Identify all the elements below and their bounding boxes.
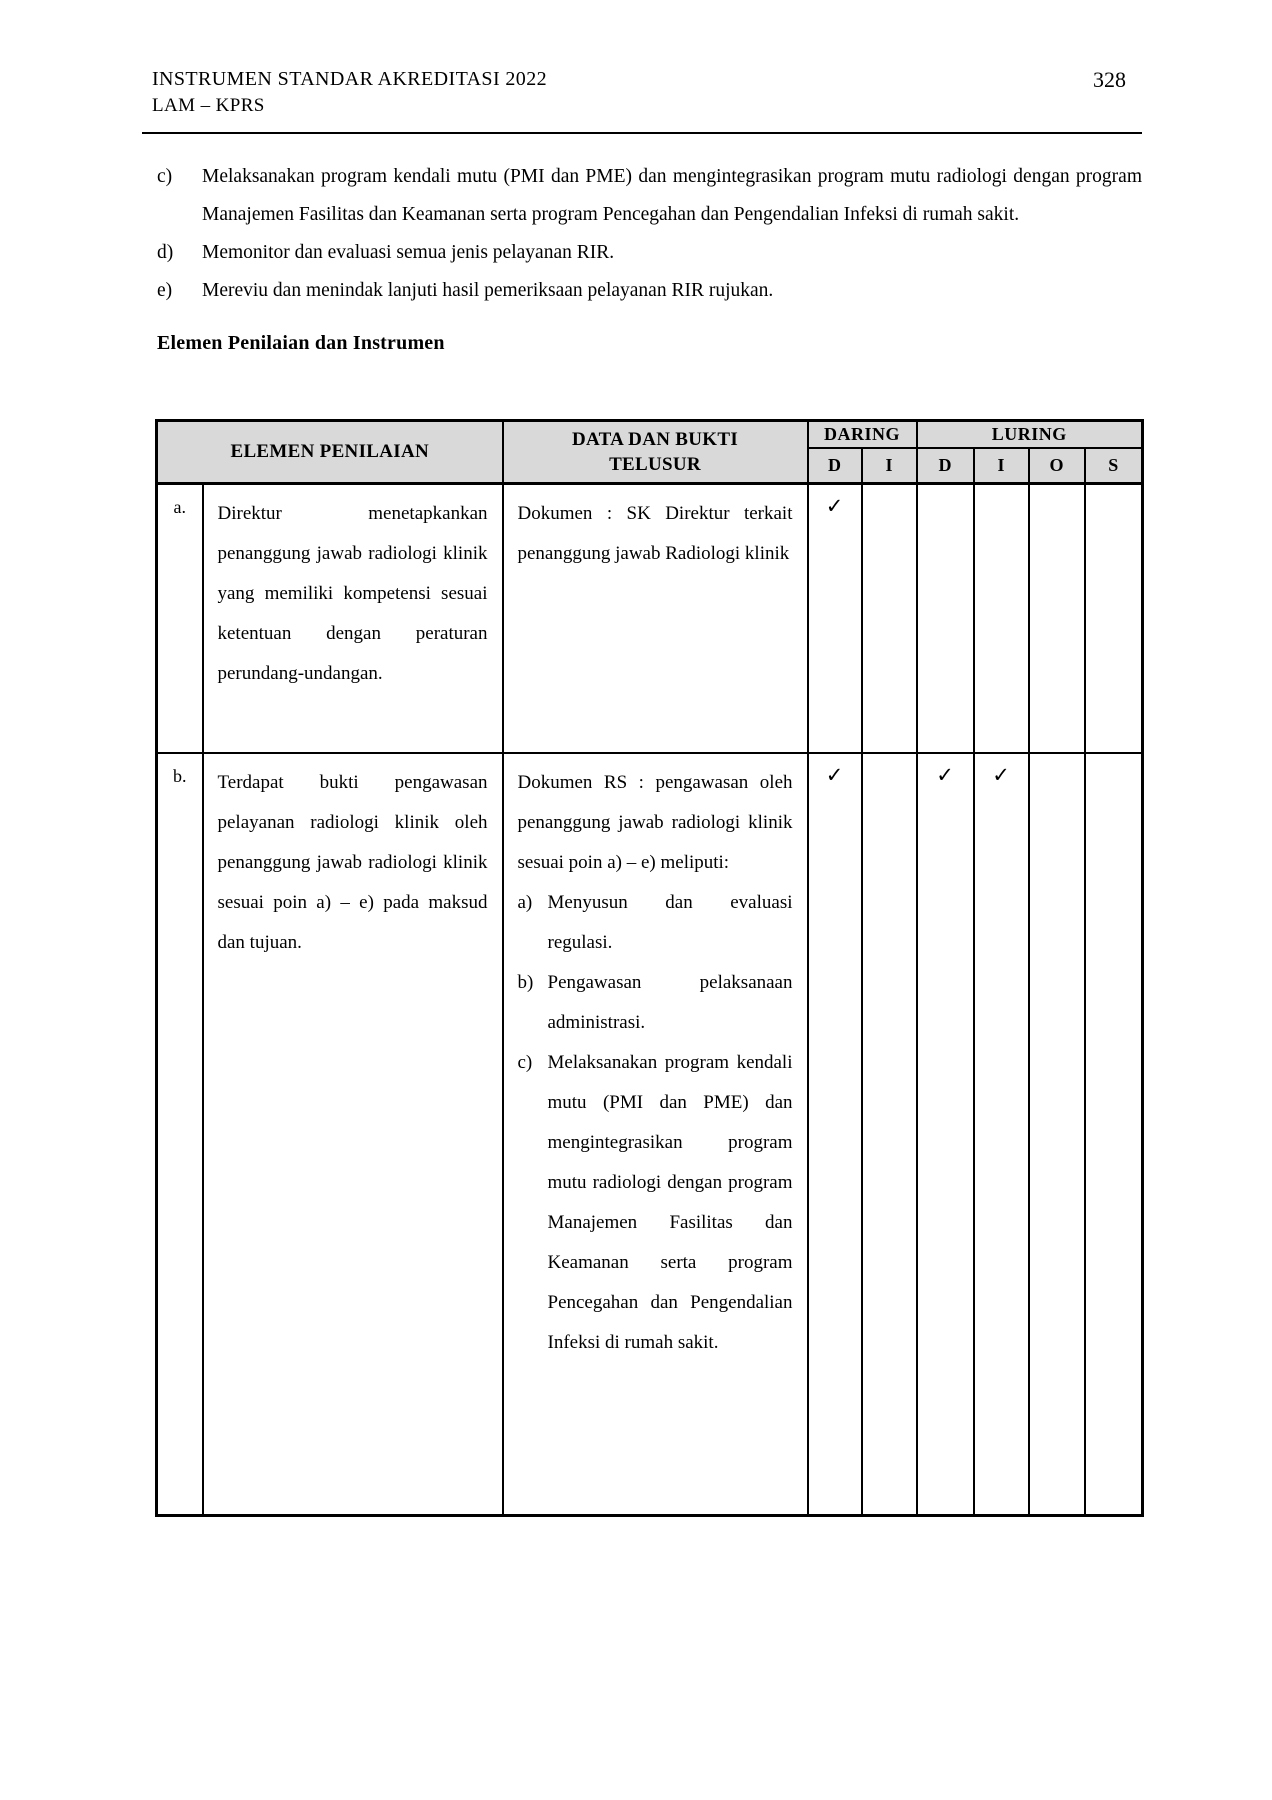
list-item-text: Memonitor dan evaluasi semua jenis pelayanan RIR. [202, 242, 615, 263]
checkmark-cell-luring-o [1029, 753, 1085, 1516]
column-header-data-line2: TELUSUR [609, 454, 701, 475]
column-header-elemen-penilaian: ELEMEN PENILAIAN [157, 421, 503, 484]
checkmark-cell-luring-i: ✓ [974, 753, 1029, 1516]
checkmark-cell-daring-d: ✓ [808, 753, 862, 1516]
column-header-luring-i: I [974, 448, 1029, 484]
checkmark-cell-luring-i [974, 484, 1029, 753]
cell-data-bukti-telusur [503, 753, 808, 1516]
table-header-row-groups [157, 421, 1143, 448]
header-title: INSTRUMEN STANDAR AKREDITASI 2022 [152, 68, 548, 90]
header-titles [152, 66, 547, 118]
list-item [518, 963, 793, 1043]
cell-data-bukti-telusur [503, 484, 808, 753]
list-item-label: d) [157, 242, 174, 263]
column-header-data-dan-bukti-telusur [503, 421, 808, 484]
list-item [157, 234, 1142, 272]
page-header [142, 66, 1142, 134]
list-item-text: Pengawasan pelaksanaan administrasi. [547, 971, 793, 1033]
header-subtitle: LAM – KPRS [152, 95, 265, 116]
assessment-table [155, 419, 1144, 1517]
row-letter: b. [157, 753, 203, 1516]
checkmark-cell-luring-d [917, 484, 974, 753]
table-row [157, 484, 1143, 753]
column-header-luring-o: O [1029, 448, 1085, 484]
cell-data-sublist [518, 883, 793, 1363]
cell-elemen-penilaian: Direktur menetapkankan penanggung jawab radiologi klinik yang memiliki kompetensi sesuai ketentuan dengan peraturan perundang-undangan. [203, 484, 503, 753]
section-heading: Elemen Penilaian dan Instrumen [157, 332, 445, 354]
list-item [518, 1043, 793, 1363]
list-item [157, 272, 1142, 310]
checkmark-cell-daring-i [862, 484, 917, 753]
column-header-luring-s: S [1085, 448, 1143, 484]
checkmark-cell-daring-d: ✓ [808, 484, 862, 753]
list-item-text: Menyusun dan evaluasi regulasi. [547, 891, 793, 953]
list-item [518, 883, 793, 963]
list-item-label: b) [517, 971, 534, 993]
checkmark-cell-daring-i [862, 753, 917, 1516]
list-item-label: c) [517, 1051, 533, 1073]
checkmark-cell-luring-s [1085, 753, 1143, 1516]
list-item-text: Melaksanakan program kendali mutu (PMI dan PME) dan mengintegrasikan program mutu radiologi dengan program Manajemen Fasilitas dan Keamanan serta program Pencegahan dan Pengendalian Infeksi di rumah sakit. [547, 1051, 793, 1353]
list-item-label: e) [157, 280, 173, 301]
intro-list [157, 158, 1142, 310]
list-item-text: Mereviu dan menindak lanjuti hasil pemeriksaan pelayanan RIR rujukan. [202, 280, 774, 301]
header-rule [142, 132, 1142, 134]
column-group-daring: DARING [808, 421, 917, 448]
cell-data-intro: Dokumen RS : pengawasan oleh penanggung jawab radiologi klinik sesuai poin a) – e) meliputi: [517, 771, 793, 873]
page-number: 328 [1093, 67, 1126, 92]
row-letter: a. [157, 484, 203, 753]
column-header-data-line1: DATA DAN BUKTI [571, 429, 739, 450]
column-header-daring-d: D [808, 448, 862, 484]
column-header-daring-i: I [862, 448, 917, 484]
column-header-luring-d: D [917, 448, 974, 484]
column-group-luring: LURING [917, 421, 1143, 448]
cell-elemen-penilaian: Terdapat bukti pengawasan pelayanan radiologi klinik oleh penanggung jawab radiologi klinik sesuai poin a) – e) pada maksud dan tujuan. [203, 753, 503, 1516]
list-item-label: a) [517, 891, 533, 913]
table-row [157, 753, 1143, 1516]
list-item [157, 158, 1142, 234]
checkmark-cell-luring-s [1085, 484, 1143, 753]
cell-data-intro: Dokumen : SK Direktur terkait penanggung jawab Radiologi klinik [517, 503, 793, 564]
list-item-text: Melaksanakan program kendali mutu (PMI dan PME) dan mengintegrasikan program mutu radiologi dengan program Manajemen Fasilitas dan Keamanan serta program Pencegahan dan Pengendalian Infeksi di rumah sakit. [202, 166, 1142, 225]
checkmark-cell-luring-d: ✓ [917, 753, 974, 1516]
list-item-label: c) [157, 166, 173, 187]
checkmark-cell-luring-o [1029, 484, 1085, 753]
